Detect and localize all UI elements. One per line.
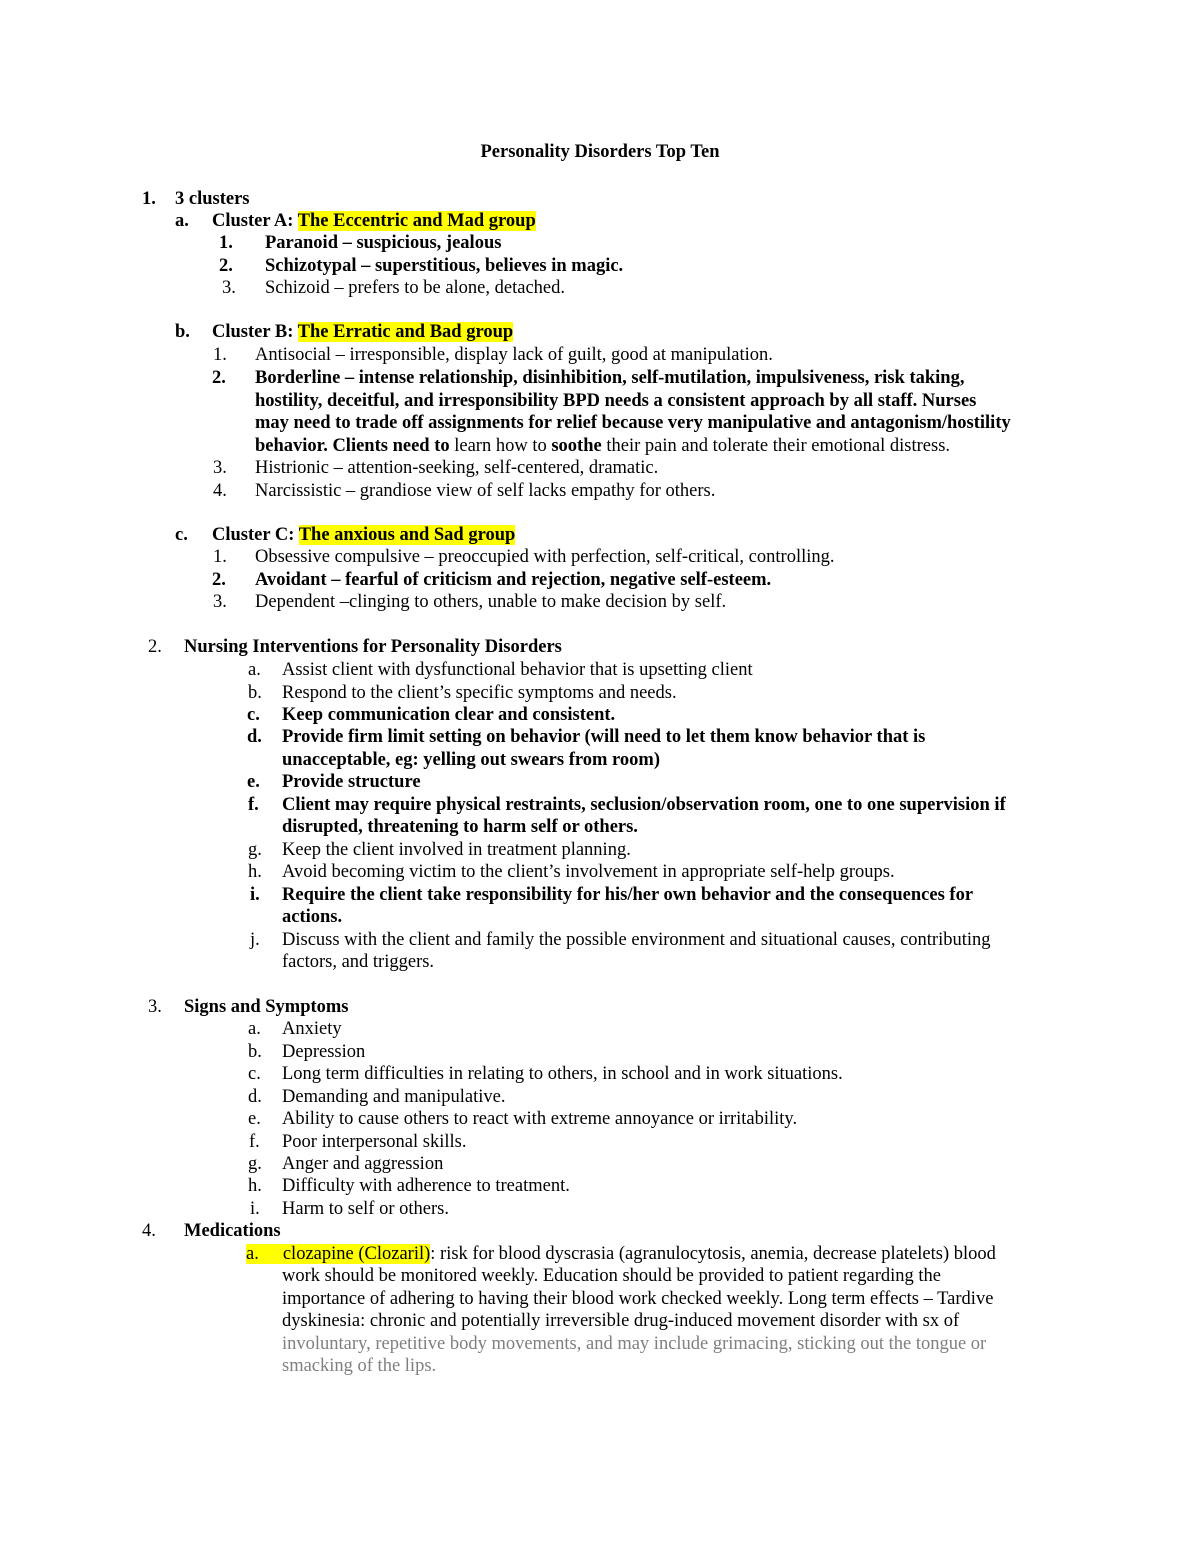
cluster-a-item-1: Paranoid – suspicious, jealous (265, 233, 502, 253)
symptom-c: Long term difficulties in relating to others, in school and in work situations. (282, 1064, 843, 1084)
medication-a-line-5: involuntary, repetitive body movements, and may include grimacing, sticking out the tongue or (282, 1334, 987, 1354)
cluster-c-label: Cluster C: (212, 525, 299, 545)
intervention-j-line-1: Discuss with the client and family the possible environment and situational causes, contributing (282, 930, 991, 950)
cluster-b-item-2-part-d: their pain and tolerate their emotional distress. (601, 436, 951, 456)
cluster-b-item-3: Histrionic – attention-seeking, self-centered, dramatic. (255, 458, 659, 478)
cluster-b-label: Cluster B: (212, 322, 298, 342)
intervention-g: Keep the client involved in treatment planning. (282, 840, 631, 860)
cluster-a-heading (212, 210, 536, 233)
cluster-c-highlight: The anxious and Sad group (298, 525, 516, 545)
medication-a-line-4: dyskinesia: chronic and potentially irreversible drug-induced movement disorder with sx of (282, 1311, 960, 1331)
medication-a-line-1 (246, 1243, 996, 1266)
intervention-e: Provide structure (282, 772, 421, 792)
cluster-a-marker: a. (175, 211, 189, 231)
cluster-b-item-2-marker: 2. (212, 368, 226, 388)
symptom-i: Harm to self or others. (282, 1199, 449, 1219)
symptom-b-marker: b. (248, 1042, 262, 1062)
cluster-c-item-1: Obsessive compulsive – preoccupied with perfection, self-critical, controlling. (255, 547, 835, 567)
cluster-b-item-4: Narcissistic – grandiose view of self lacks empathy for others. (255, 481, 716, 501)
cluster-b-item-1-marker: 1. (213, 345, 227, 365)
cluster-c-item-2-marker: 2. (212, 570, 226, 590)
cluster-c-heading (212, 524, 515, 547)
intervention-j-marker: j. (250, 930, 260, 950)
intervention-a: Assist client with dysfunctional behavior that is upsetting client (282, 660, 753, 680)
cluster-b-highlight: The Erratic and Bad group (297, 322, 514, 342)
symptom-d: Demanding and manipulative. (282, 1087, 506, 1107)
intervention-c-marker: c. (247, 705, 260, 725)
section-1-marker: 1. (142, 189, 156, 209)
section-3-marker: 3. (148, 997, 162, 1017)
section-2-heading: Nursing Interventions for Personality Disorders (184, 637, 562, 657)
cluster-c-item-2: Avoidant – fearful of criticism and rejection, negative self-esteem. (255, 570, 772, 590)
intervention-d-line-1: Provide firm limit setting on behavior (will need to let them know behavior that is (282, 727, 926, 747)
medication-a-marker-text: a. (246, 1244, 259, 1264)
cluster-b-item-2-line-1: Borderline – intense relationship, disinhibition, self-mutilation, impulsiveness, risk taking, (255, 368, 965, 388)
cluster-a-item-3: Schizoid – prefers to be alone, detached. (265, 278, 565, 298)
section-4-marker: 4. (142, 1221, 156, 1241)
symptom-h: Difficulty with adherence to treatment. (282, 1176, 570, 1196)
cluster-a-item-1-marker: 1. (219, 233, 233, 253)
intervention-c: Keep communication clear and consistent. (282, 705, 616, 725)
intervention-h-marker: h. (248, 862, 262, 882)
cluster-b-item-2-line-3: may need to trade off assignments for relief because very manipulative and antagonism/hostility (255, 413, 1011, 433)
cluster-a-item-2: Schizotypal – superstitious, believes in magic. (265, 256, 624, 276)
section-2-marker: 2. (148, 637, 162, 657)
medication-a-line-2: work should be monitored weekly. Education should be provided to patient regarding the (282, 1266, 941, 1286)
symptom-c-marker: c. (248, 1064, 261, 1084)
cluster-b-marker: b. (175, 322, 190, 342)
intervention-h: Avoid becoming victim to the client’s involvement in appropriate self-help groups. (282, 862, 895, 882)
intervention-j-line-2: factors, and triggers. (282, 952, 435, 972)
symptom-b: Depression (282, 1042, 366, 1062)
medication-a-marker (246, 1244, 430, 1264)
medication-a-line-1-rest: : risk for blood dyscrasia (agranulocytosis, anemia, decrease platelets) blood (430, 1244, 996, 1264)
cluster-b-item-2-part-a: behavior. Clients need to (255, 436, 450, 456)
intervention-f-marker: f. (248, 795, 259, 815)
symptom-a-marker: a. (248, 1019, 261, 1039)
cluster-c-item-3-marker: 3. (213, 592, 227, 612)
cluster-c-item-1-marker: 1. (213, 547, 227, 567)
cluster-b-item-4-marker: 4. (213, 481, 227, 501)
cluster-a-item-2-marker: 2. (219, 256, 233, 276)
intervention-i-marker: i. (250, 885, 260, 905)
section-1-heading: 3 clusters (175, 189, 250, 209)
cluster-a-item-3-marker: 3. (222, 278, 236, 298)
cluster-c-item-3: Dependent –clinging to others, unable to make decision by self. (255, 592, 727, 612)
intervention-b-marker: b. (248, 683, 262, 703)
intervention-d-marker: d. (247, 727, 262, 747)
cluster-b-item-2-line-4 (255, 435, 950, 458)
symptom-e: Ability to cause others to react with extreme annoyance or irritability. (282, 1109, 798, 1129)
symptom-i-marker: i. (250, 1199, 260, 1219)
symptom-a: Anxiety (282, 1019, 342, 1039)
medication-a-highlight: clozapine (Clozaril) (282, 1244, 431, 1264)
cluster-b-item-2-part-b: learn how to (449, 436, 552, 456)
cluster-b-item-1: Antisocial – irresponsible, display lack of guilt, good at manipulation. (255, 345, 773, 365)
intervention-e-marker: e. (247, 772, 260, 792)
cluster-a-highlight: The Eccentric and Mad group (297, 211, 536, 231)
intervention-i-line-1: Require the client take responsibility for his/her own behavior and the consequences for (282, 885, 974, 905)
section-3-heading: Signs and Symptoms (184, 997, 349, 1017)
intervention-f-line-1: Client may require physical restraints, seclusion/observation room, one to one supervision if (282, 795, 1006, 815)
cluster-a-label: Cluster A: (212, 211, 298, 231)
symptom-g-marker: g. (248, 1154, 262, 1174)
medication-a-line-3: importance of adhering to having their blood work checked weekly. Long term effects – Tardive (282, 1289, 994, 1309)
symptom-f-marker: f. (249, 1132, 260, 1152)
medication-a-line-6: smacking of the lips. (282, 1356, 437, 1376)
intervention-b: Respond to the client’s specific symptoms and needs. (282, 683, 677, 703)
cluster-b-item-2-part-c: soothe (551, 436, 602, 456)
cluster-b-item-3-marker: 3. (213, 458, 227, 478)
cluster-c-marker: c. (175, 525, 188, 545)
intervention-g-marker: g. (248, 840, 262, 860)
intervention-i-line-2: actions. (282, 907, 343, 927)
intervention-a-marker: a. (248, 660, 261, 680)
intervention-d-line-2: unacceptable, eg: yelling out swears from room) (282, 750, 660, 770)
symptom-e-marker: e. (248, 1109, 261, 1129)
intervention-f-line-2: disrupted, threatening to harm self or others. (282, 817, 638, 837)
cluster-b-item-2-line-2: hostility, deceitful, and irresponsibility BPD needs a consistent approach by all staff. Nurses (255, 391, 977, 411)
document-title: Personality Disorders Top Ten (480, 142, 720, 162)
symptom-g: Anger and aggression (282, 1154, 444, 1174)
symptom-d-marker: d. (248, 1087, 262, 1107)
cluster-b-heading (212, 321, 513, 344)
symptom-h-marker: h. (248, 1176, 262, 1196)
symptom-f: Poor interpersonal skills. (282, 1132, 467, 1152)
section-4-heading: Medications (184, 1221, 281, 1241)
